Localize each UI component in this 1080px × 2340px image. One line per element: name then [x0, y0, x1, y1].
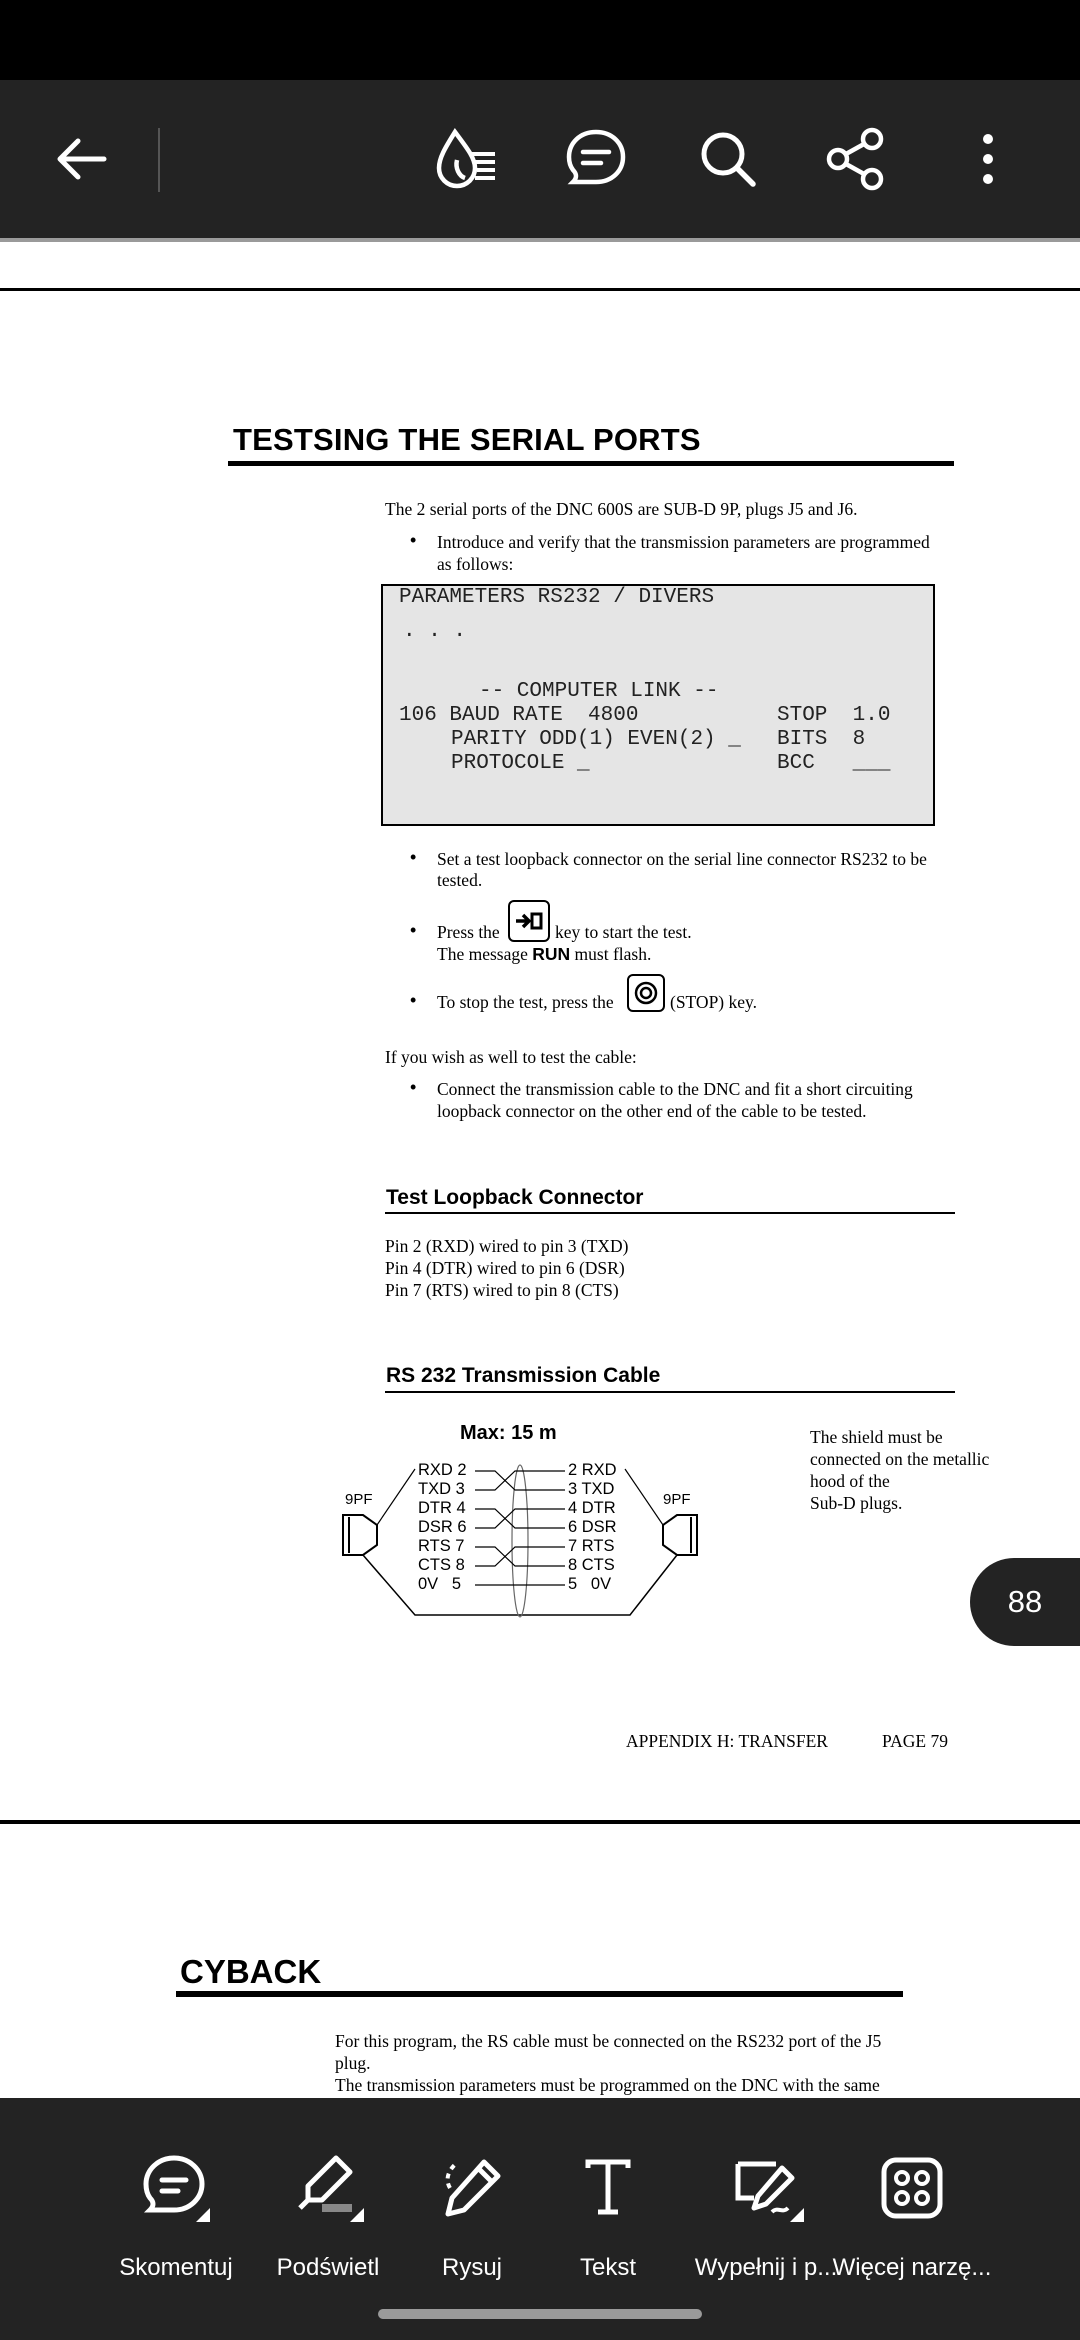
bottom-toolbar — [0, 2098, 1080, 2340]
page-top-edge — [0, 288, 1080, 291]
page-bottom-edge — [0, 1820, 1080, 1824]
intro-text: The 2 serial ports of the DNC 600S are SUB-D 9P, plugs J5 and J6. — [385, 499, 858, 519]
left-plug-label: 9PF — [345, 1491, 373, 1508]
more-tools-icon — [872, 2148, 952, 2228]
bullet-dot: • — [410, 990, 417, 1010]
tool-highlight[interactable] — [248, 2138, 408, 2288]
stop-key-icon — [627, 974, 665, 1012]
cable-heading: RS 232 Transmission Cable — [386, 1364, 661, 1387]
bullet-dot: • — [410, 530, 417, 550]
draw-icon — [432, 2148, 512, 2228]
bullet3-line2-post: must flash. — [574, 944, 652, 964]
max-length-label: Max: 15 m — [460, 1422, 557, 1444]
tool-comment[interactable] — [96, 2138, 256, 2288]
run-message: RUN — [532, 944, 571, 964]
cable-wiring-diagram — [335, 1455, 705, 1625]
bullet2-line1: Set a test loopback connector on the serial line connector RS232 to be — [437, 849, 927, 869]
tool-label: Wypełnij i p... — [694, 2254, 838, 2281]
shield-note-line: Sub-D plugs. — [810, 1493, 903, 1513]
params-line4-right: STOP 1.0 — [777, 704, 891, 727]
tool-more[interactable] — [822, 2138, 1002, 2288]
pin-line: Pin 7 (RTS) wired to pin 8 (CTS) — [385, 1280, 619, 1300]
share-icon[interactable] — [816, 80, 896, 238]
bullet-dot: • — [410, 847, 417, 867]
next-page-title: CYBACK — [180, 1953, 322, 1990]
right-pin-label: 6 DSR — [568, 1518, 617, 1536]
bullet-dot: • — [410, 920, 417, 940]
right-pin-label: 8 CTS — [568, 1556, 615, 1574]
right-pin-label: 4 DTR — [568, 1499, 616, 1517]
bullet5-line2: loopback connector on the other end of the cable to be tested. — [437, 1101, 867, 1121]
pin-line: Pin 4 (DTR) wired to pin 6 (DSR) — [385, 1258, 625, 1278]
page-title: TESTSING THE SERIAL PORTS — [233, 422, 701, 457]
comments-icon[interactable] — [556, 80, 636, 238]
search-icon[interactable] — [688, 80, 768, 238]
bullet4-pre: To stop the test, press the — [437, 992, 614, 1012]
bullet4-post: (STOP) key. — [670, 992, 758, 1012]
bullet5-line1: Connect the transmission cable to the DNC and fit a short circuiting — [437, 1079, 913, 1099]
left-pin-label: TXD 3 — [418, 1480, 465, 1498]
right-pin-label: 5 0V — [568, 1575, 612, 1593]
next-title-rule — [176, 1991, 903, 1997]
fill-sign-icon — [726, 2148, 806, 2228]
cable-rule — [385, 1391, 955, 1393]
shield-note-line: The shield must be — [810, 1427, 943, 1447]
params-line6: PROTOCOLE _ — [451, 752, 590, 775]
text-reflow-icon[interactable] — [426, 80, 506, 238]
tool-label: Tekst — [579, 2254, 636, 2281]
tool-label: Podświetl — [276, 2254, 380, 2281]
home-indicator[interactable] — [378, 2309, 702, 2319]
params-line6-right: BCC ___ — [777, 752, 891, 775]
bullet1-line1: Introduce and verify that the transmission parameters are programmed — [437, 532, 930, 552]
bullet3-line2 — [437, 943, 651, 965]
params-line5-right: BITS 8 — [777, 728, 866, 751]
tool-label: Rysuj — [441, 2254, 502, 2281]
right-pin-label: 2 RXD — [568, 1461, 617, 1479]
pin-line: Pin 2 (RXD) wired to pin 3 (TXD) — [385, 1236, 629, 1256]
tool-label: Skomentuj — [119, 2254, 233, 2281]
left-pin-label: RXD 2 — [418, 1461, 467, 1479]
left-pin-label: DTR 4 — [418, 1499, 466, 1517]
highlight-icon — [288, 2148, 368, 2228]
params-line3: -- COMPUTER LINK -- — [479, 680, 719, 703]
left-pin-label: RTS 7 — [418, 1537, 465, 1555]
bullet3-pre: Press the — [437, 922, 500, 942]
start-key-icon — [508, 900, 550, 942]
top-toolbar — [0, 80, 1080, 238]
status-bar — [0, 0, 1080, 80]
bullet3-post: key to start the test. — [555, 922, 692, 942]
title-rule — [228, 461, 954, 466]
left-pin-label: 0V 5 — [418, 1575, 462, 1593]
toolbar-shadow — [0, 238, 1080, 242]
page-number-badge[interactable]: 88 — [970, 1558, 1080, 1646]
shield-note-line: hood of the — [810, 1471, 890, 1491]
left-pin-label: CTS 8 — [418, 1556, 465, 1574]
loopback-heading: Test Loopback Connector — [386, 1186, 644, 1209]
bullet2-line2: tested. — [437, 870, 483, 890]
tool-label: Więcej narzę... — [832, 2254, 992, 2281]
right-pin-label: 7 RTS — [568, 1537, 615, 1555]
params-line1: PARAMETERS RS232 / DIVERS — [399, 586, 715, 609]
more-icon[interactable] — [948, 80, 1028, 238]
toolbar-divider — [158, 128, 160, 192]
right-plug-label: 9PF — [663, 1491, 691, 1508]
loopback-rule — [385, 1212, 955, 1214]
shield-note-line: connected on the metallic — [810, 1449, 990, 1469]
next-line3: The transmission parameters must be programmed on the DNC with the same — [335, 2075, 880, 2095]
parameters-screen — [381, 584, 935, 826]
back-arrow-icon[interactable] — [40, 80, 120, 238]
left-pin-label: DSR 6 — [418, 1518, 467, 1536]
footer-page: PAGE 79 — [882, 1731, 948, 1751]
params-line4: 106 BAUD RATE 4800 — [399, 704, 639, 727]
next-line2: plug. — [335, 2053, 371, 2073]
params-line5: PARITY ODD(1) EVEN(2) _ — [451, 728, 741, 751]
cable-intro: If you wish as well to test the cable: — [385, 1047, 637, 1067]
tool-text[interactable] — [528, 2138, 688, 2288]
footer-section: APPENDIX H: TRANSFER — [626, 1731, 828, 1751]
bullet-dot: • — [410, 1077, 417, 1097]
bullet1-line2: as follows: — [437, 554, 514, 574]
params-line2: . . . — [403, 620, 467, 643]
next-line1: For this program, the RS cable must be connected on the RS232 port of the J5 — [335, 2031, 882, 2051]
right-pin-label: 3 TXD — [568, 1480, 615, 1498]
text-icon — [568, 2148, 648, 2228]
comment-icon — [136, 2148, 216, 2228]
bullet3-line2-pre: The message — [437, 944, 528, 964]
